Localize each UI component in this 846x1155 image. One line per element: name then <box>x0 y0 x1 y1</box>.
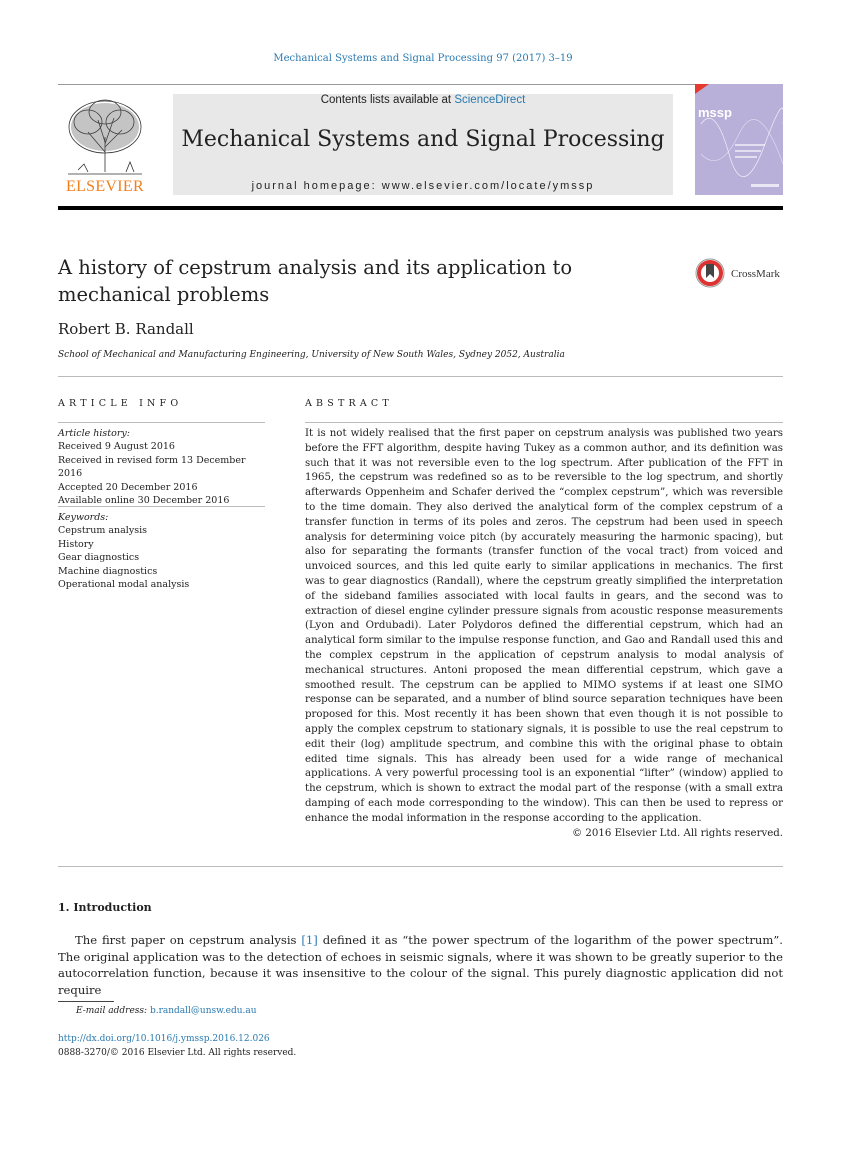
author-name: Robert B. Randall <box>58 320 194 338</box>
sciencedirect-link[interactable]: ScienceDirect <box>454 94 526 106</box>
divider <box>58 422 265 423</box>
introduction-body <box>58 932 783 998</box>
intro-text: The first paper on cepstrum analysis <box>75 933 302 947</box>
history-item: Accepted 20 December 2016 <box>58 481 198 493</box>
keywords-label: Keywords: <box>58 512 109 523</box>
doi-link[interactable]: http://dx.doi.org/10.1016/j.ymssp.2016.12.026 <box>58 1034 270 1044</box>
crossmark-label[interactable]: CrossMark <box>731 268 780 280</box>
contents-line <box>173 94 673 106</box>
author-affiliation: School of Mechanical and Manufacturing Engineering, University of New South Wales, Sydney 2052, Australia <box>58 350 565 360</box>
crossmark-icon[interactable] <box>695 258 725 288</box>
email-footnote <box>76 1006 257 1016</box>
keyword-item: History <box>58 538 94 550</box>
abstract-copyright: © 2016 Elsevier Ltd. All rights reserved. <box>571 827 783 839</box>
article-history <box>58 427 268 507</box>
footnote-divider <box>58 1001 114 1002</box>
abstract-heading: ABSTRACT <box>305 398 393 409</box>
divider <box>58 84 783 85</box>
abstract-text: It is not widely realised that the first paper on cepstrum analysis was published two years before the FFT algorithm, despite having Tukey as a common author, and its definition was such that it was not reversible even to the log spectrum. After publication of the FFT in 1965, the cepstrum was redefined so as to be reversible to the log spectrum, and shortly afterwards Oppenheim and Schafer derived the “complex cepstrum”, which was reversible to the time domain. They also derived the analytical form of the complex cepstrum of a transfer function in terms of its poles and zeros. The cepstrum had been used in speech analysis for determining voice pitch (by accurately measuring the harmonic spacing), but also for separating the formants (transfer function of the vocal tract) from voiced and unvoiced sources, and this led quite early to similar applications in mechanics. The first was to gear diagnostics (Randall), where the cepstrum greatly simplified the interpretation of the sideband families associated with local faults in gears, and the second was to extraction of diesel engine cylinder pressure signals from acoustic response measurements (Lyon and Ordubadi). Later Polydoros defined the differential cepstrum, which had an analytical form similar to the impulse response function, and Gao and Randall used this and the complex cepstrum in the application of cepstrum analysis to modal analysis of mechanical structures. Antoni proposed the mean differential cepstrum, which gave a smoothed result. The cepstrum can be applied to MIMO systems if at least one SIMO response can be separated, and a number of blind source separation techniques have been proposed for this. Most recently it has been shown that even though it is not possible to apply the complex cepstrum to stationary signals, it is possible to use the real cepstrum to edit their (log) amplitude spectrum, and combine this with the original phase to obtain edited time signals. This has already been used for a wide range of mechanical applications. A very powerful processing tool is an exponential “lifter” (window) applied to the cepstrum, which is shown to extract the modal part of the response (with a small extra damping of each mode corresponding to the window). This can then be used to repress or enhance the modal information in the response according to the application. <box>305 428 783 824</box>
section-heading-introduction: 1. Introduction <box>58 901 152 914</box>
article-title: A history of cepstrum analysis and its application to mechanical problems <box>58 256 573 306</box>
history-item: Received 9 August 2016 <box>58 441 175 453</box>
intro-text: defined it as “the power spectrum of the logarithm of the power spectrum”. The original application was to the detection of echoes in seismic signals, where it was shown to be greatly superior to the autocorrelation function, because it was insensitive to the colour of the signal. This purely diagnostic application did not require <box>58 933 783 997</box>
keyword-item: Operational modal analysis <box>58 579 190 591</box>
history-label: Article history: <box>58 428 130 439</box>
journal-reference[interactable]: Mechanical Systems and Signal Processing 97 (2017) 3–19 <box>273 53 573 64</box>
introduction-paragraph <box>58 932 783 998</box>
header-divider <box>58 206 783 210</box>
divider <box>58 376 783 377</box>
email-link[interactable]: b.randall@unsw.edu.au <box>149 1006 257 1016</box>
email-label: E-mail address: <box>76 1006 150 1016</box>
keywords <box>58 511 268 591</box>
cover-label: mssp <box>698 105 732 120</box>
keyword-item: Machine diagnostics <box>58 565 158 577</box>
divider <box>58 866 783 867</box>
divider <box>305 422 783 423</box>
history-item: Received in revised form 13 December 2016 <box>58 454 246 480</box>
journal-title: Mechanical Systems and Signal Processing <box>181 127 665 152</box>
keyword-item: Gear diagnostics <box>58 552 140 564</box>
contents-prefix: Contents lists available at <box>320 94 455 106</box>
journal-homepage[interactable]: journal homepage: www.elsevier.com/locate/ymssp <box>251 180 595 192</box>
history-item: Available online 30 December 2016 <box>58 495 230 507</box>
elsevier-wordmark: ELSEVIER <box>66 178 144 195</box>
keyword-item: Cepstrum analysis <box>58 525 147 537</box>
journal-cover-image[interactable] <box>695 84 783 195</box>
issn-copyright: 0888-3270/© 2016 Elsevier Ltd. All rights reserved. <box>58 1048 297 1058</box>
citation-link[interactable]: [1] <box>301 933 318 947</box>
article-info-heading: ARTICLE INFO <box>58 398 183 409</box>
abstract-body <box>305 427 783 841</box>
